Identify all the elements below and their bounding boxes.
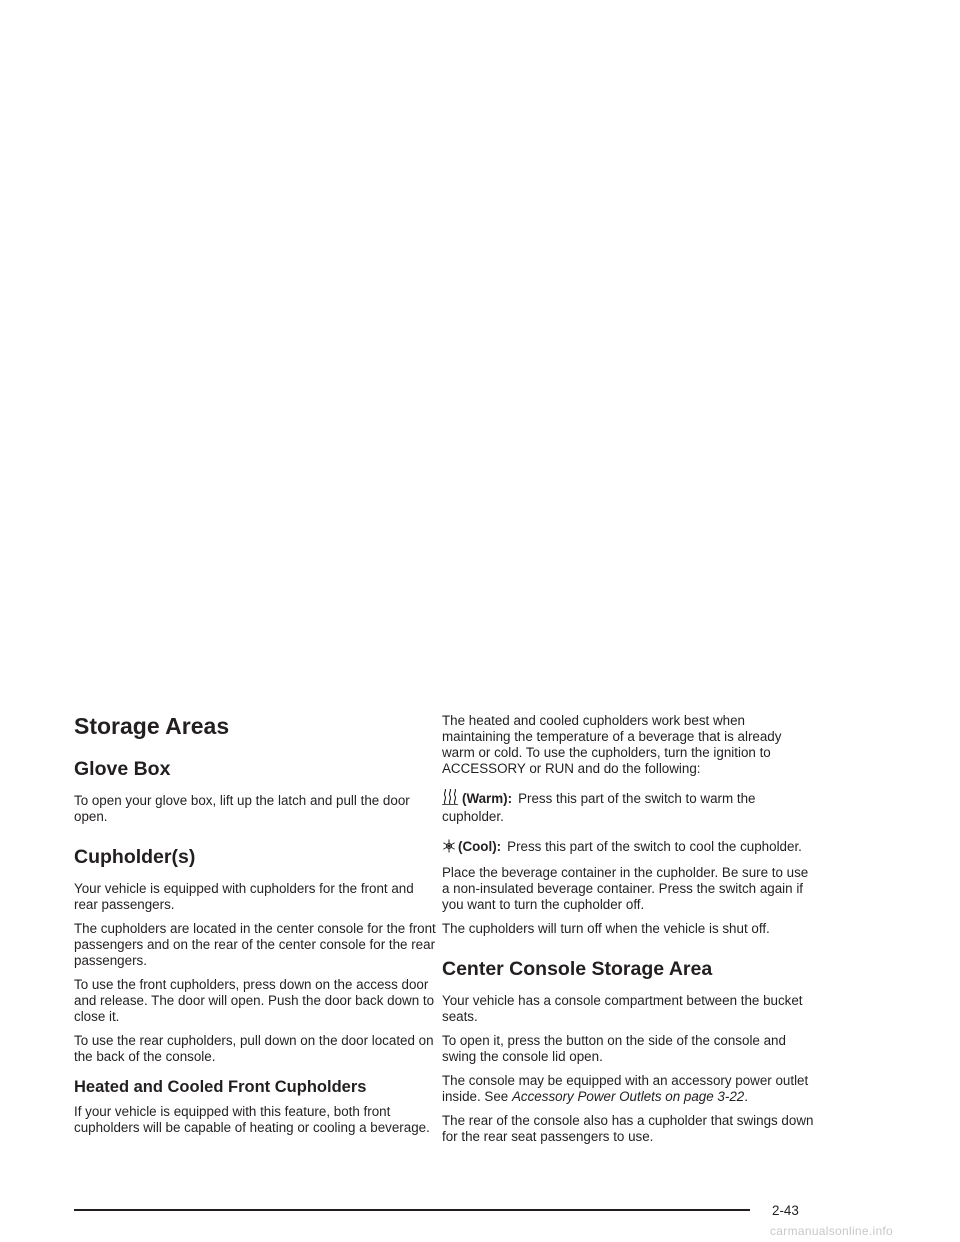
console-paragraph-4: The rear of the console also has a cupholder that swings down for the rear seat passengers to use. xyxy=(442,1113,814,1145)
right-column xyxy=(442,713,814,1153)
cupholders-paragraph-3: To use the front cupholders, press down on the access door and release. The door will open. Push the door back down to close it. xyxy=(74,977,435,1025)
cupholders-paragraph-1: Your vehicle is equipped with cupholders for the front and rear passengers. xyxy=(74,881,414,913)
place-paragraph: Place the beverage container in the cupholder. Be sure to use a non-insulated beverage container. Press the switch again if you want to turn the cupholder off. xyxy=(442,865,809,912)
warm-text: Press this part of the switch to warm the cupholder. xyxy=(442,791,756,824)
cool-text: Press this part of the switch to cool the cupholder. xyxy=(507,839,802,854)
glove-box-heading: Glove Box xyxy=(74,757,171,780)
cupholders-paragraph-4: To use the rear cupholders, pull down on the door located on the back of the console. xyxy=(74,1033,434,1065)
snowflake-icon xyxy=(442,839,456,857)
footer-rule xyxy=(74,1209,750,1211)
cool-label: (Cool): xyxy=(458,839,502,854)
heated-cooled-paragraph: If your vehicle is equipped with this feature, both front cupholders will be capable of heating or cooling a beverage. xyxy=(74,1104,430,1136)
heated-cooled-heading: Heated and Cooled Front Cupholders xyxy=(74,1078,367,1097)
console-paragraph-2: To open it, press the button on the side of the console and swing the console lid open. xyxy=(442,1033,786,1065)
heat-waves-icon xyxy=(442,789,460,809)
cupholders-heading: Cupholder(s) xyxy=(74,845,196,868)
console-heading: Center Console Storage Area xyxy=(442,958,713,980)
watermark: carmanualsonline.info xyxy=(770,1224,894,1238)
page-number: 2-43 xyxy=(772,1203,799,1218)
off-paragraph: The cupholders will turn off when the vehicle is shut off. xyxy=(442,921,770,936)
intro-paragraph: The heated and cooled cupholders work best when maintaining the temperature of a beverage that is already warm or cold. To use the cupholders, turn the ignition to ACCESSORY or RUN and do the following: xyxy=(442,713,782,776)
console-paragraph-1: Your vehicle has a console compartment between the bucket seats. xyxy=(442,993,803,1025)
warm-label: (Warm): xyxy=(462,791,513,806)
left-column xyxy=(74,713,436,1144)
cool-instruction xyxy=(442,839,814,857)
console-p3-pre: The console may be equipped with an accessory power outlet inside. See xyxy=(442,1073,809,1105)
console-paragraph-3 xyxy=(442,1073,814,1105)
cupholders-paragraph-2: The cupholders are located in the center console for the front passengers and on the rear of the center console for the rear passengers. xyxy=(74,921,436,969)
glove-box-paragraph: To open your glove box, lift up the latch and pull the door open. xyxy=(74,792,410,824)
console-p3-post: . xyxy=(744,1089,748,1105)
warm-instruction xyxy=(442,789,814,825)
section-title: Storage Areas xyxy=(74,713,230,739)
accessory-outlets-link[interactable]: Accessory Power Outlets on page 3-22 xyxy=(511,1089,745,1105)
